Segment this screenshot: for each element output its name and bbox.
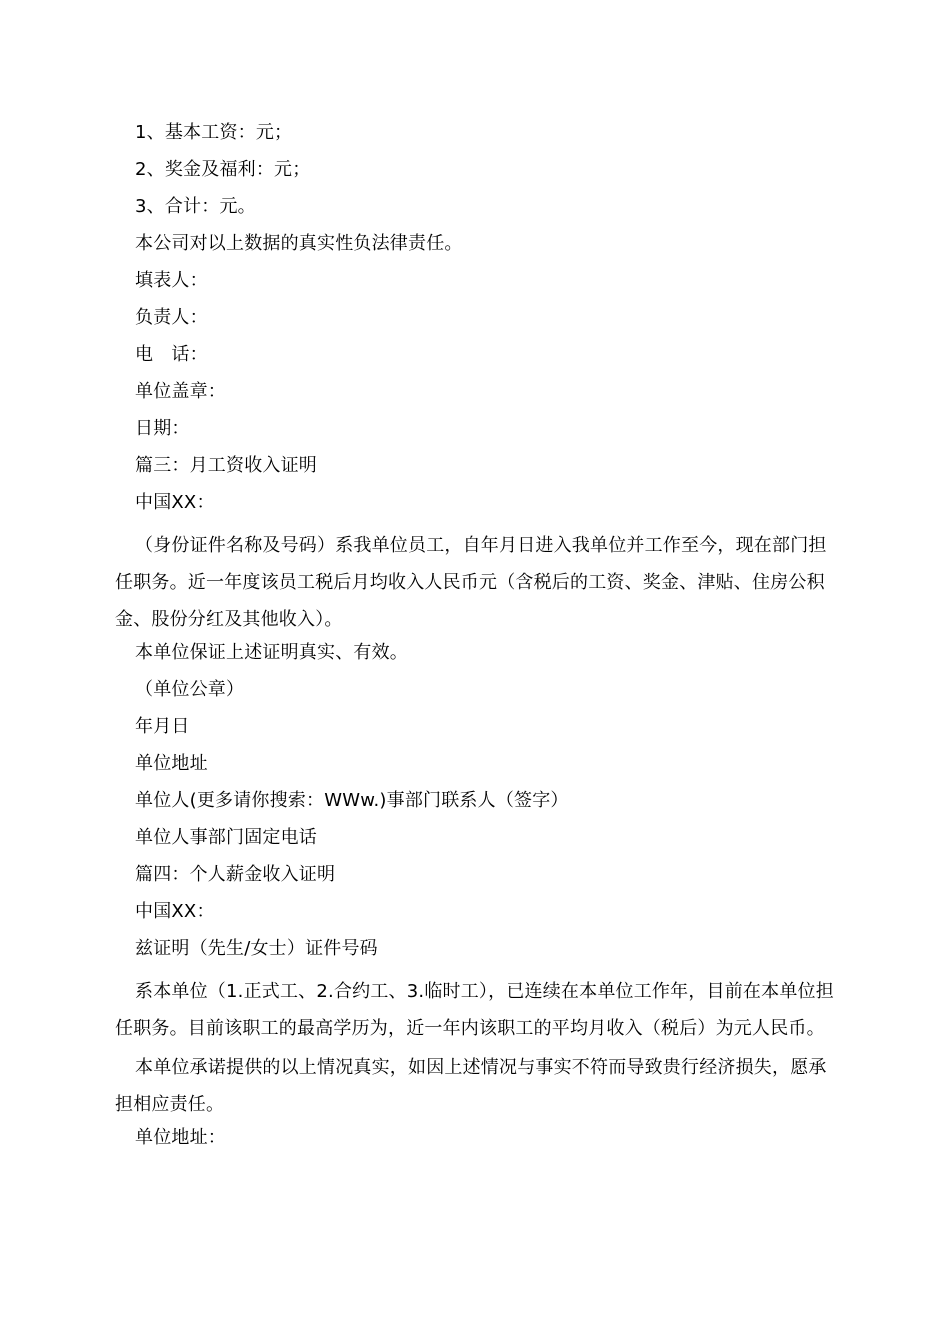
line-unit-address: 单位地址 <box>135 753 208 774</box>
line-hr-phone: 单位人事部门固定电话 <box>135 827 317 848</box>
line-guarantee: 本单位保证上述证明真实、有效。 <box>135 642 408 663</box>
paragraph-commitment: 本单位承诺提供的以上情况真实，如因上述情况与事实不符而导致贵行经济损失，愿承担相应责任。 <box>115 1057 827 1115</box>
line-basic-salary: 1、基本工资：元； <box>135 122 293 143</box>
document-page <box>115 120 835 1162</box>
line-hr-contact: 单位人(更多请你搜索：WWw.)事部门联系人（签字） <box>135 790 569 811</box>
paragraph-employee-income: （身份证件名称及号码）系我单位员工，自年月日进入我单位并工作至今，现在部门担任职务。近一年度该员工税后月均收入人民币元（含税后的工资、奖金、津贴、住房公积金、股份分红及其他收入）。 <box>115 535 827 630</box>
line-year-month-day: 年月日 <box>135 716 190 737</box>
line-responsible-person: 负责人： <box>135 307 208 328</box>
line-bonus-welfare: 2、奖金及福利：元； <box>135 159 311 180</box>
line-unit-seal: 单位盖章： <box>135 381 226 402</box>
line-official-seal: （单位公章） <box>135 679 245 700</box>
line-total: 3、合计：元。 <box>135 196 256 217</box>
line-filler: 填表人： <box>135 270 208 291</box>
line-addressee-3: 中国XX： <box>135 492 215 513</box>
line-addressee-4: 中国XX： <box>135 901 215 922</box>
paragraph-employment-status: 系本单位（1.正式工、2.合约工、3.临时工），已连续在本单位工作年，目前在本单位担任职务。目前该职工的最高学历为，近一年内该职工的平均月收入（税后）为元人民币。 <box>115 981 834 1039</box>
line-date: 日期： <box>135 418 190 439</box>
section-heading-4: 篇四：个人薪金收入证明 <box>135 864 336 885</box>
line-unit-address-2: 单位地址： <box>135 1127 226 1148</box>
line-legal-responsibility: 本公司对以上数据的真实性负法律责任。 <box>135 233 463 254</box>
line-phone: 电 话： <box>135 344 208 365</box>
line-certify: 兹证明（先生/女士）证件号码 <box>135 938 378 959</box>
section-heading-3: 篇三：月工资收入证明 <box>135 455 317 476</box>
